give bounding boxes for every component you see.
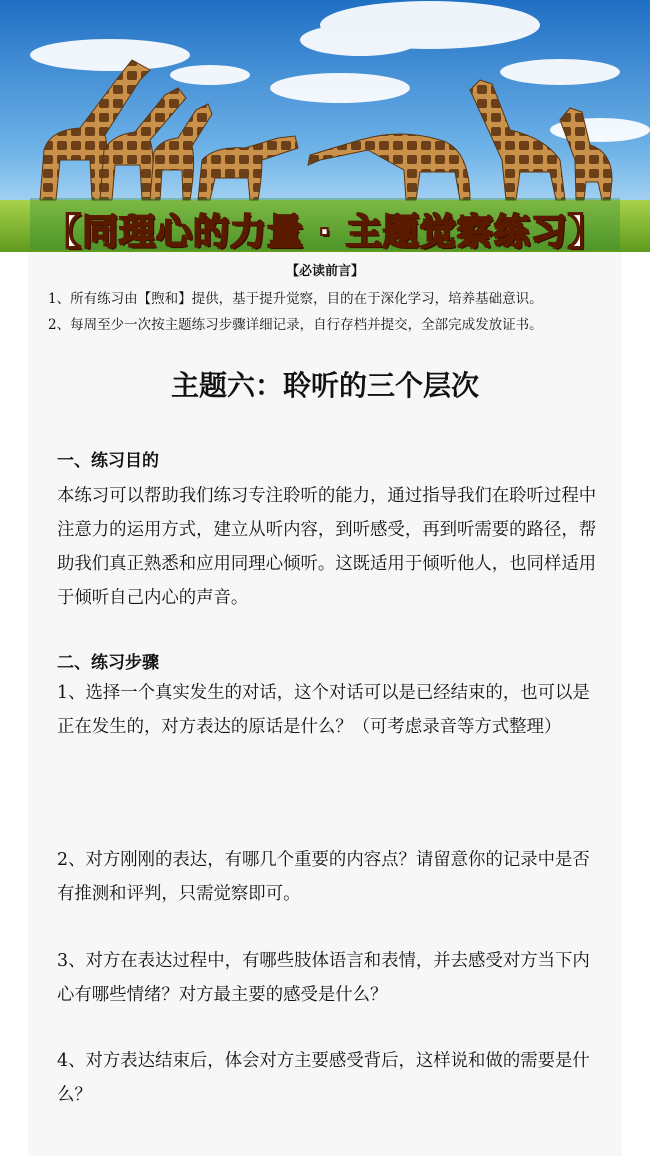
step-2-text: 2、对方刚刚的表达，有哪几个重要的内容点？请留意你的记录中是否有推测和评判，只需觉察即可。 bbox=[57, 850, 590, 904]
section-heading-steps: 二、练习步骤 bbox=[57, 653, 159, 673]
step-1-text: 1、选择一个真实发生的对话，这个对话可以是已经结束的，也可以是正在发生的，对方表达的原话是什么？（可考虑录音等方式整理） bbox=[57, 683, 590, 737]
step-3-text: 3、对方在表达过程中，有哪些肢体语言和表情，并去感受对方当下内心有哪些情绪？对方最主要的感受是什么？ bbox=[57, 951, 590, 1005]
preface-line-2: 2、每周至少一次按主题练习步骤详细记录，自行存档并提交，全部完成发放证书。 bbox=[48, 317, 543, 333]
banner-title: 【同理心的力量 · 主题觉察练习】 bbox=[45, 212, 605, 252]
step-4-text: 4、对方表达结束后，体会对方主要感受背后，这样说和做的需要是什么？ bbox=[57, 1051, 590, 1105]
preface-title: 【必读前言】 bbox=[285, 264, 364, 279]
header-banner bbox=[0, 0, 650, 252]
purpose-text: 本练习可以帮助我们练习专注聆听的能力，通过指导我们在聆听过程中注意力的运用方式，建立从听内容，到听感受，再到听需要的路径，帮助我们真正熟悉和应用同理心倾听。这既适用于倾听他人，也同样适用于倾听自己内心的声音。 bbox=[57, 486, 597, 608]
preface-line-1: 1、所有练习由【煦和】提供，基于提升觉察，目的在于深化学习，培养基础意识。 bbox=[48, 291, 543, 307]
topic-title: 主题六：聆听的三个层次 bbox=[170, 369, 479, 402]
section-heading-purpose: 一、练习目的 bbox=[57, 451, 159, 471]
